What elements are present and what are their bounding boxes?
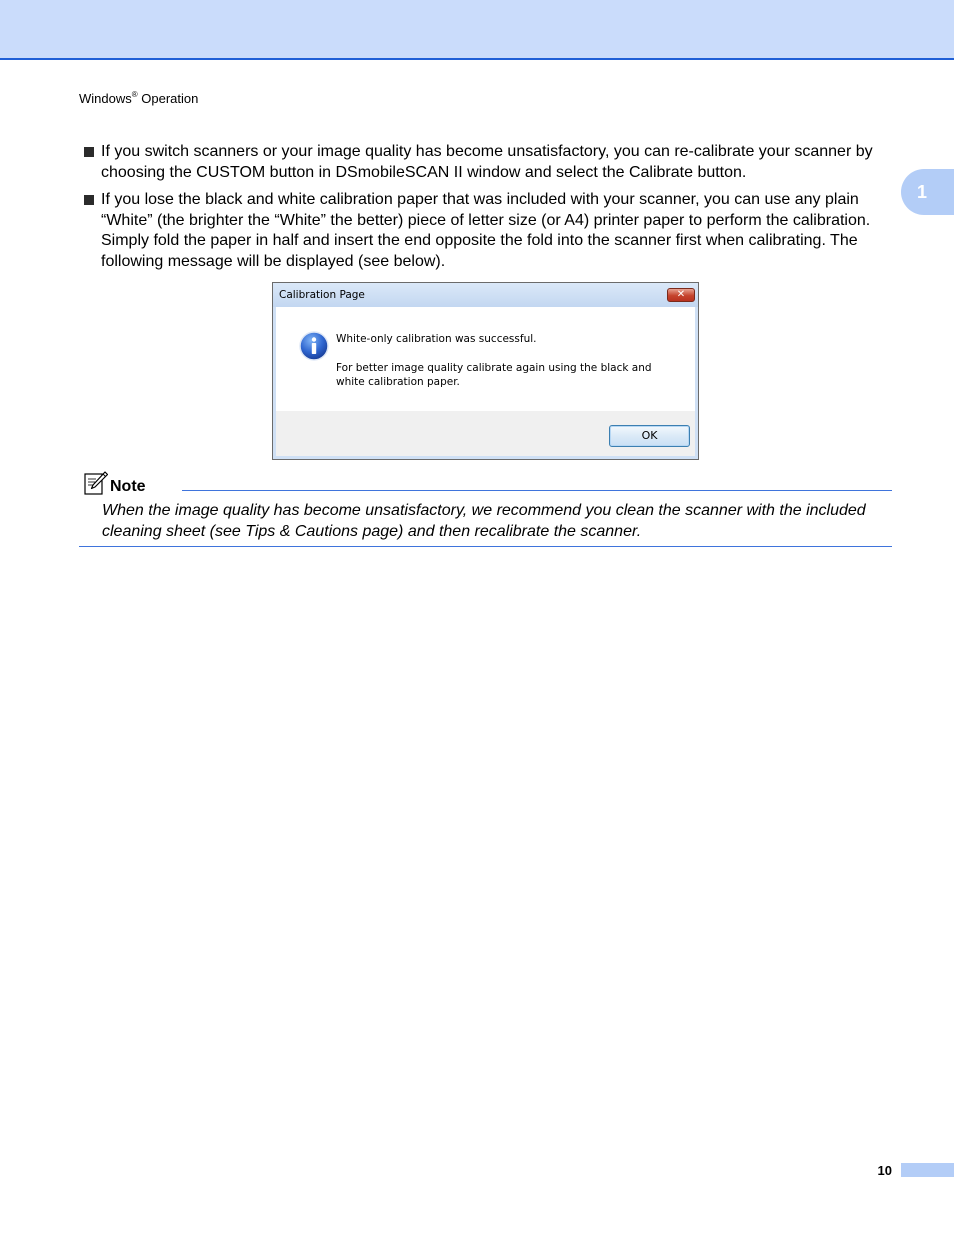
- running-header-text: Windows: [79, 91, 132, 106]
- page-number: 10: [877, 1163, 892, 1178]
- dialog-message-secondary: For better image quality calibrate again using the black and white calibration paper.: [336, 362, 652, 388]
- note-text: When the image quality has become unsatisfactory, we recommend you clean the scanner with the included cleaning sheet (see Tips & Cautions page) and then recalibrate the scanner.: [102, 502, 866, 540]
- bullet-item: [84, 142, 894, 183]
- registered-mark: ®: [131, 90, 138, 99]
- running-header: [79, 86, 198, 108]
- chapter-tab: [901, 169, 954, 215]
- header-band: [0, 0, 954, 60]
- square-bullet-icon: [84, 147, 94, 157]
- chapter-number: 1: [917, 182, 928, 202]
- info-icon: [299, 331, 329, 361]
- bullet-text: If you lose the black and white calibration paper that was included with your scanner, you can use any plain “White” (the brighter the “White” the better) piece of letter size (or A4) printer paper to perform the calibration. Simply fold the paper in half and insert the end opposite the fold into the scanner first when calibrating. The following message will be displayed (see below).: [101, 191, 871, 270]
- ok-button[interactable]: [609, 425, 690, 447]
- bullet-text: If you switch scanners or your image quality has become unsatisfactory, you can re-calibrate your scanner by choosing the CUSTOM button in DSmobileSCAN II window and select the Calibrate button.: [101, 143, 873, 181]
- note-divider-top: [182, 490, 892, 491]
- note-divider-bottom: [79, 546, 892, 547]
- dialog-footer: [276, 411, 695, 456]
- page-number-tab: [901, 1163, 954, 1177]
- note-pencil-icon: [84, 471, 108, 496]
- calibration-dialog-screenshot: [272, 282, 699, 460]
- dialog-titlebar: [273, 283, 698, 307]
- running-header-suffix: Operation: [137, 91, 199, 106]
- square-bullet-icon: [84, 195, 94, 205]
- close-icon: ✕: [676, 289, 686, 300]
- note-label: Note: [110, 478, 146, 495]
- dialog-title: Calibration Page: [279, 289, 365, 301]
- bullet-item: [84, 190, 894, 272]
- dialog-body: [276, 307, 695, 411]
- ok-button-label: OK: [641, 429, 658, 442]
- dialog-message-primary: White-only calibration was successful.: [336, 333, 537, 345]
- close-button[interactable]: [667, 288, 695, 302]
